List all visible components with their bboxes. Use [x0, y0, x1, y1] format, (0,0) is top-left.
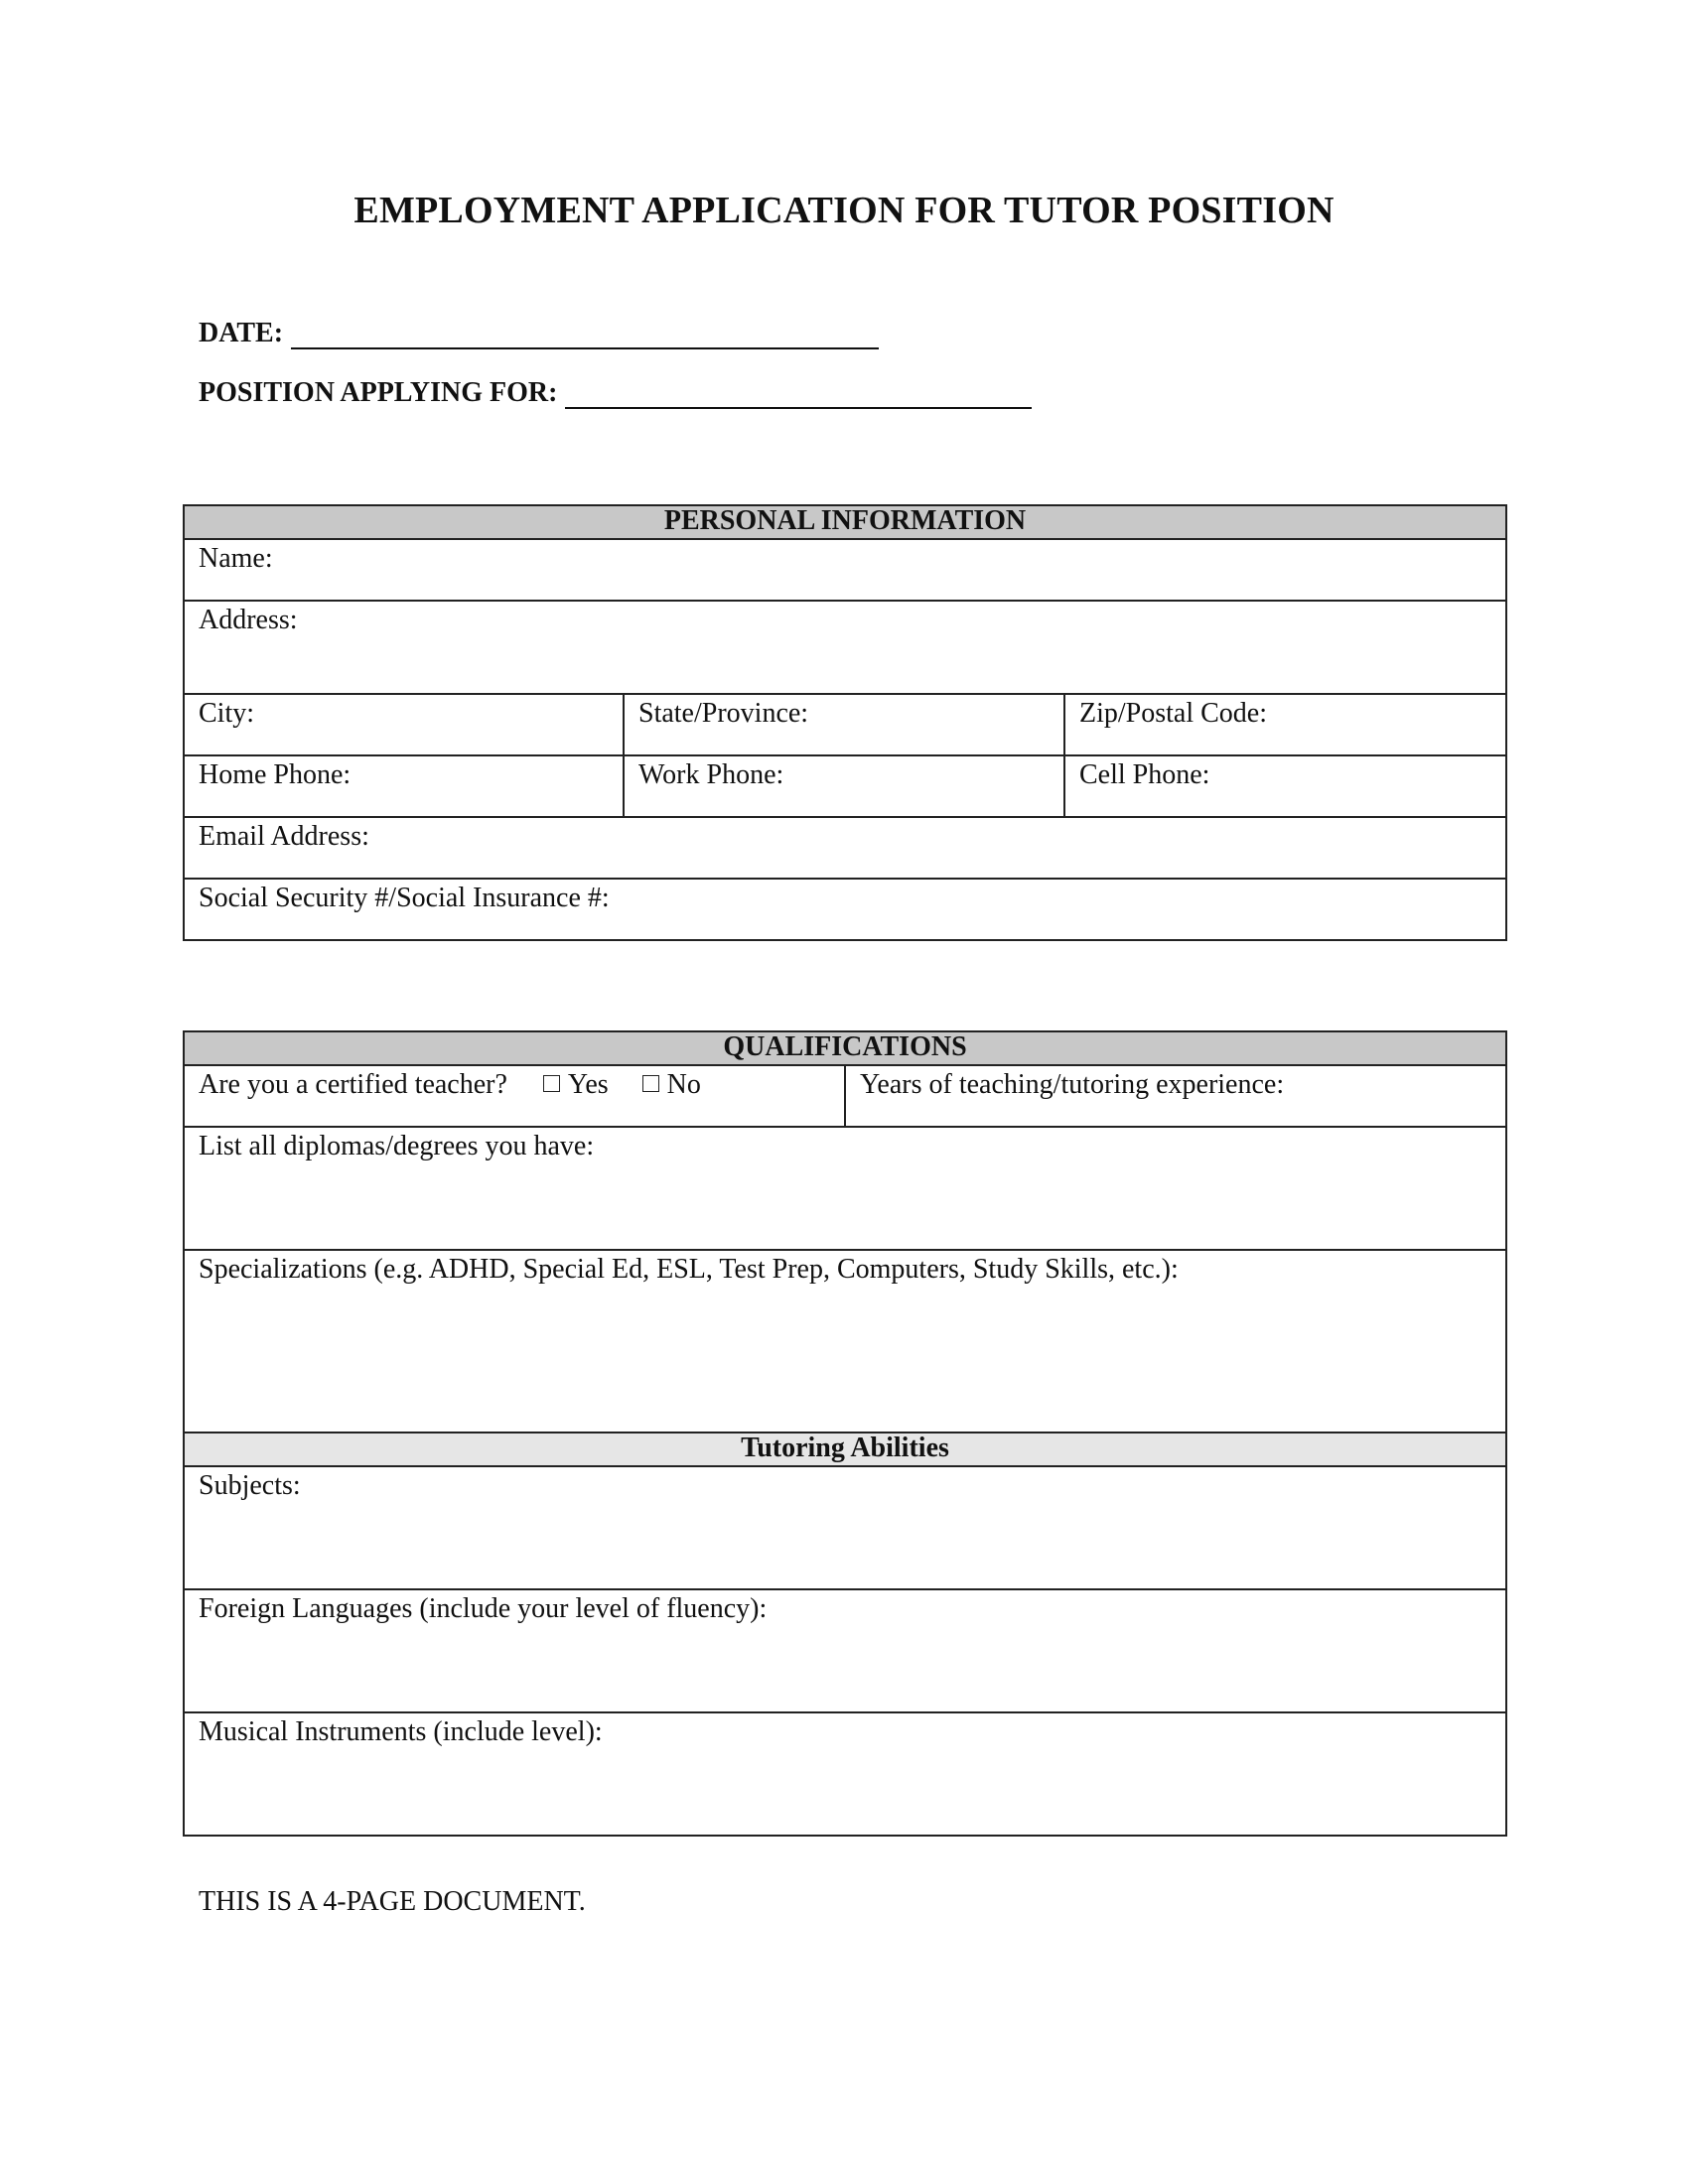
footer-note: THIS IS A 4-PAGE DOCUMENT. [199, 1886, 586, 1917]
personal-information-header: PERSONAL INFORMATION [184, 505, 1506, 539]
yes-label: Yes [567, 1069, 609, 1100]
email-address-field[interactable]: Email Address: [184, 817, 1506, 879]
position-input-line[interactable] [565, 381, 1032, 409]
position-field [199, 377, 1032, 409]
date-field [199, 318, 879, 349]
page-title: EMPLOYMENT APPLICATION FOR TUTOR POSITION [353, 190, 1335, 231]
subjects-field[interactable]: Subjects: [184, 1466, 1506, 1589]
state-province-field[interactable]: State/Province: [624, 694, 1064, 755]
date-label: DATE: [199, 318, 284, 348]
certified-teacher-cell [184, 1065, 845, 1127]
qualifications-header: QUALIFICATIONS [184, 1031, 1506, 1065]
yes-checkbox[interactable] [543, 1075, 560, 1092]
tutoring-abilities-header: Tutoring Abilities [184, 1433, 1506, 1466]
home-phone-field[interactable]: Home Phone: [184, 755, 624, 817]
cell-phone-field[interactable]: Cell Phone: [1064, 755, 1506, 817]
date-input-line[interactable] [291, 322, 879, 349]
city-field[interactable]: City: [184, 694, 624, 755]
no-checkbox[interactable] [642, 1075, 659, 1092]
diplomas-degrees-field[interactable]: List all diplomas/degrees you have: [184, 1127, 1506, 1250]
certified-teacher-question: Are you a certified teacher? [199, 1069, 507, 1100]
years-experience-field[interactable]: Years of teaching/tutoring experience: [845, 1065, 1506, 1127]
social-security-field[interactable]: Social Security #/Social Insurance #: [184, 879, 1506, 940]
specializations-field[interactable]: Specializations (e.g. ADHD, Special Ed, ESL, Test Prep, Computers, Study Skills, etc.): [184, 1250, 1506, 1433]
musical-instruments-field[interactable]: Musical Instruments (include level): [184, 1712, 1506, 1836]
address-field[interactable]: Address: [184, 601, 1506, 694]
work-phone-field[interactable]: Work Phone: [624, 755, 1064, 817]
no-label: No [666, 1069, 701, 1100]
position-label: POSITION APPLYING FOR: [199, 377, 558, 408]
name-field[interactable]: Name: [184, 539, 1506, 601]
foreign-languages-field[interactable]: Foreign Languages (include your level of fluency): [184, 1589, 1506, 1712]
zip-postal-code-field[interactable]: Zip/Postal Code: [1064, 694, 1506, 755]
personal-information-table [183, 504, 1507, 941]
qualifications-table [183, 1030, 1507, 1837]
